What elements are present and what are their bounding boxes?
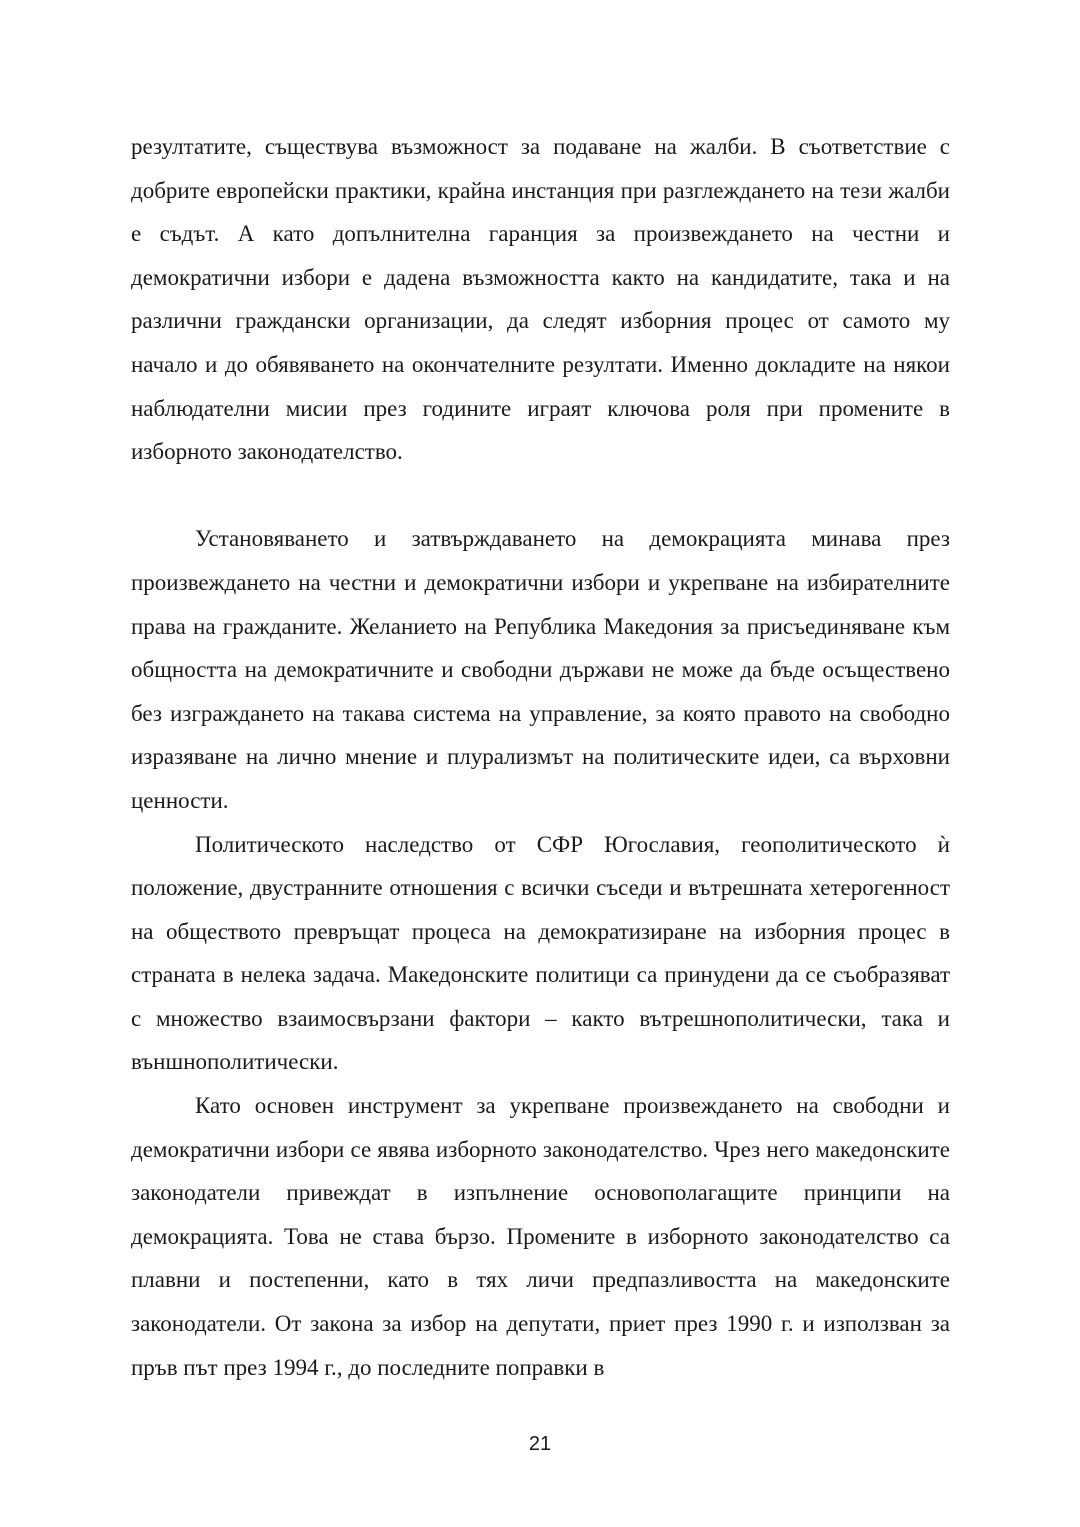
page-number: 21 — [528, 1433, 552, 1455]
paragraph-1: резултатите, съществува възможност за подаване на жалби. В съответствие с добрите европейски практики, крайна инстанция при разглеждането на тези жалби е съдът. А като допълнителна гаранция за произвеждането на честни и демократични избори е дадена възможността както на кандидатите, така и на различни граждански организации, да следят изборния процес от самото му начало и до обявяването на окончателните резултати. Именно докладите на някои наблюдателни мисии през годините играят ключова роля при промените в изборното законодателство. — [131, 134, 950, 465]
paragraph-3: Политическото наследство от СФР Югославия, геополитическото ѝ положение, двустранните отношения с всички съседи и вътрешната хетерогенност на обществото превръщат процеса на демократизиране на изборния процес в страната в нелека задача. Македонските политици са принудени да се съобразяват с множество взаимосвързани фактори – както вътрешнополитически, така и външнополитически. — [131, 831, 950, 1075]
paragraph-2: Установяването и затвърждаването на демокрацията минава през произвеждането на честни и демократични избори и укрепване на избирателните права на гражданите. Желанието на Република Македония за присъединяване към общността на демократичните и свободни държави не може да бъде осъществено без изграждането на такава система на управление, за която правото на свободно изразяване на лично мнение и плурализмът на политическите идеи, са върховни ценности. — [131, 526, 950, 813]
paragraph-gap — [131, 474, 950, 518]
body-text — [131, 125, 950, 1389]
paragraph-4: Като основен инструмент за укрепване произвеждането на свободни и демократични избори се явява изборното законодателство. Чрез него македонските законодатели привеждат в изпълнение основополагащите принципи на демокрацията. Това не става бързо. Промените в изборното законодателство са плавни и постепенни, като в тях личи предпазливостта на македонските законодатели. От закона за избор на депутати, приет през 1990 г. и използван за пръв път през 1994 г., до последните поправки в — [131, 1093, 950, 1380]
